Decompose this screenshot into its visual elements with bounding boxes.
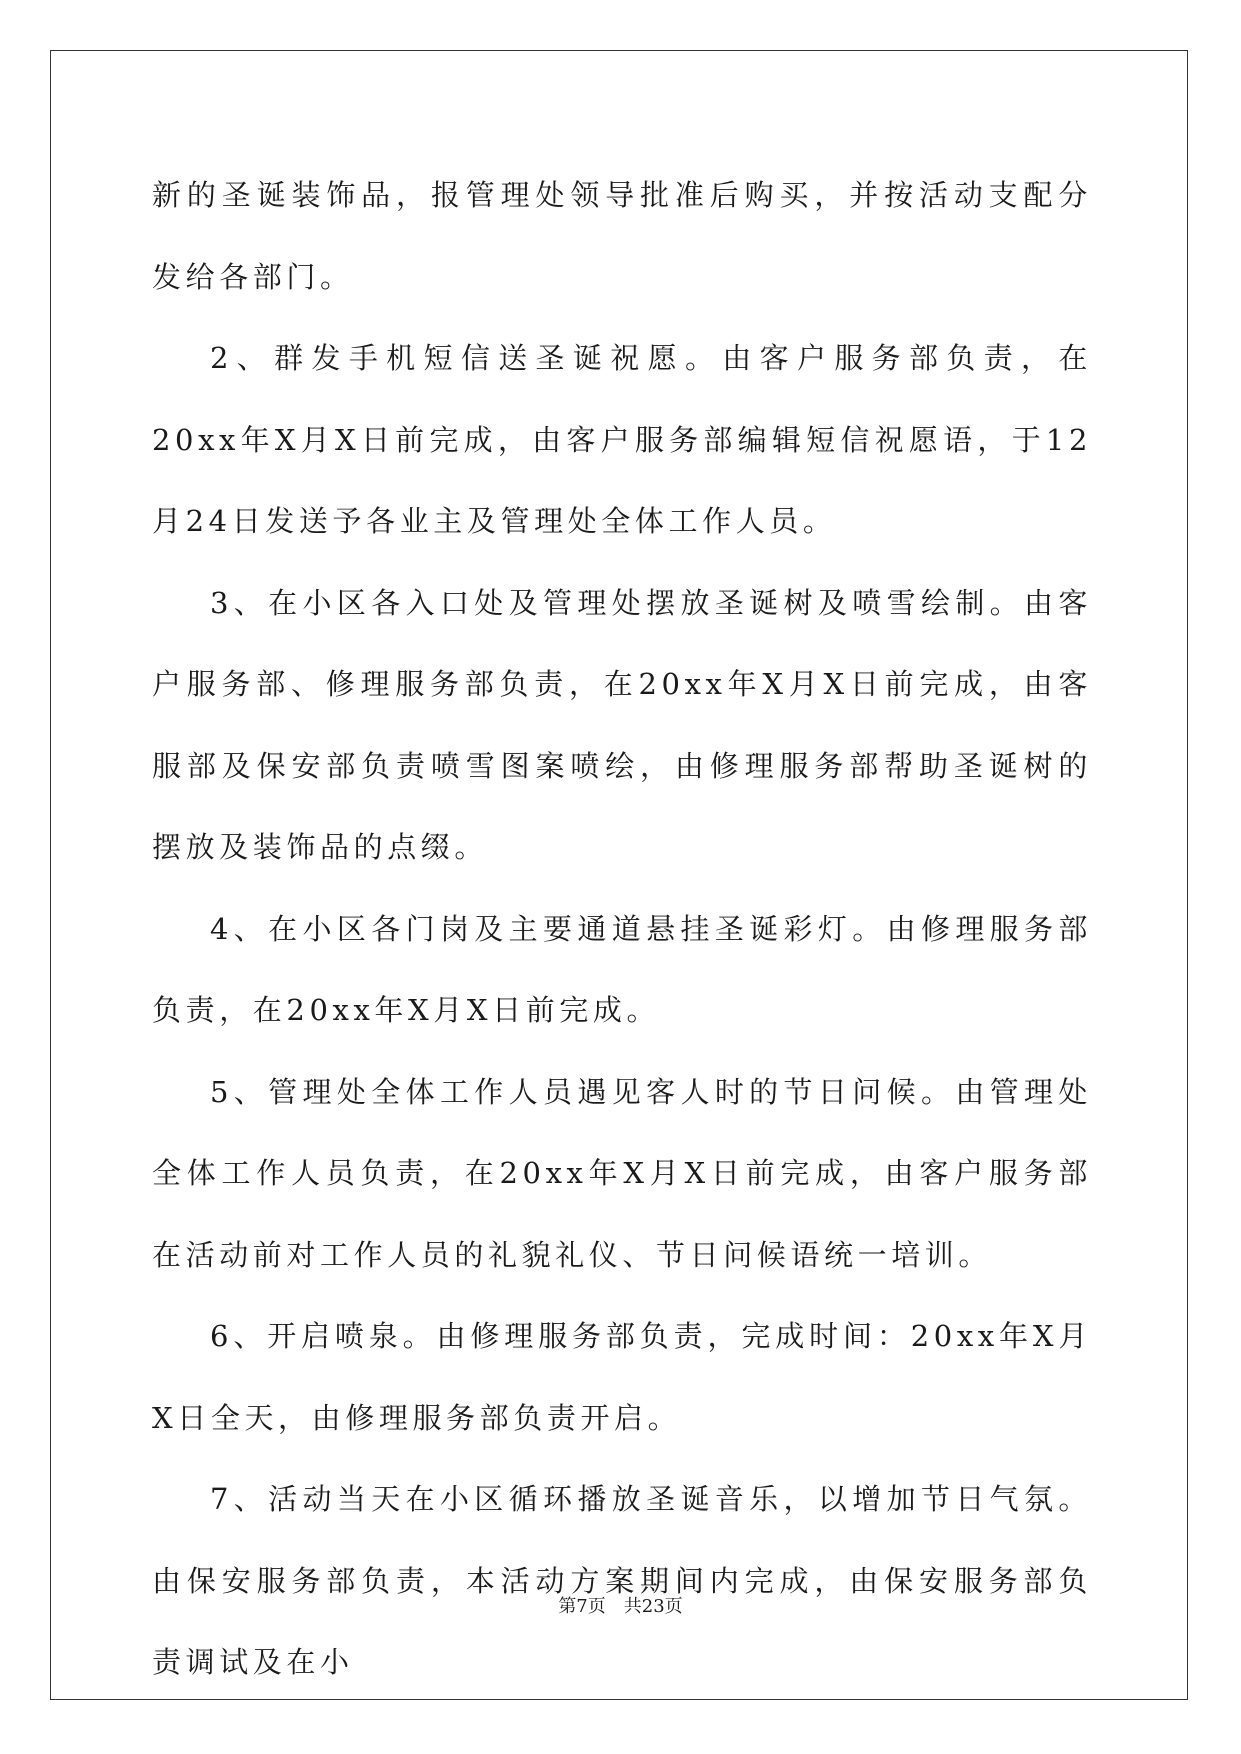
paragraph-item-2: 2、群发手机短信送圣诞祝愿。由客户服务部负责，在20xx年X月X日前完成，由客户服务部编辑短信祝愿语，于12月24日发送予各业主及管理处全体工作人员。: [152, 341, 1092, 538]
paragraph-item-5: 5、管理处全体工作人员遇见客人时的节日问候。由管理处全体工作人员负责，在20xx年X月X日前完成，由客户服务部在活动前对工作人员的礼貌礼仪、节日问候语统一培训。: [152, 1074, 1092, 1272]
paragraph-item-6: 6、开启喷泉。由修理服务部负责，完成时间：20xx年X月X日全天，由修理服务部负责开启。: [152, 1319, 1092, 1435]
paragraph-continued: 新的圣诞装饰品，报管理处领导批准后购买，并按活动支配分发给各部门。: [152, 178, 1092, 294]
paragraph-item-7: 7、活动当天在小区循环播放圣诞音乐，以增加节日气氛。由保安服务部负责，本活动方案期间内完成，由保安服务部负责调试及在小: [152, 1482, 1092, 1679]
paragraph-item-3: 3、在小区各入口处及管理处摆放圣诞树及喷雪绘制。由客户服务部、修理服务部负责，在20xx年X月X日前完成，由客服部及保安部负责喷雪图案喷绘，由修理服务部帮助圣诞树的摆放及装饰品的点缀。: [152, 585, 1092, 864]
paragraph-item-4: 4、在小区各门岗及主要通道悬挂圣诞彩灯。由修理服务部负责，在20xx年X月X日前完成。: [152, 911, 1092, 1027]
page-footer: [0, 1592, 1241, 1618]
document-body: [152, 155, 1092, 1704]
page-number: 第7页 共23页: [558, 1596, 683, 1617]
